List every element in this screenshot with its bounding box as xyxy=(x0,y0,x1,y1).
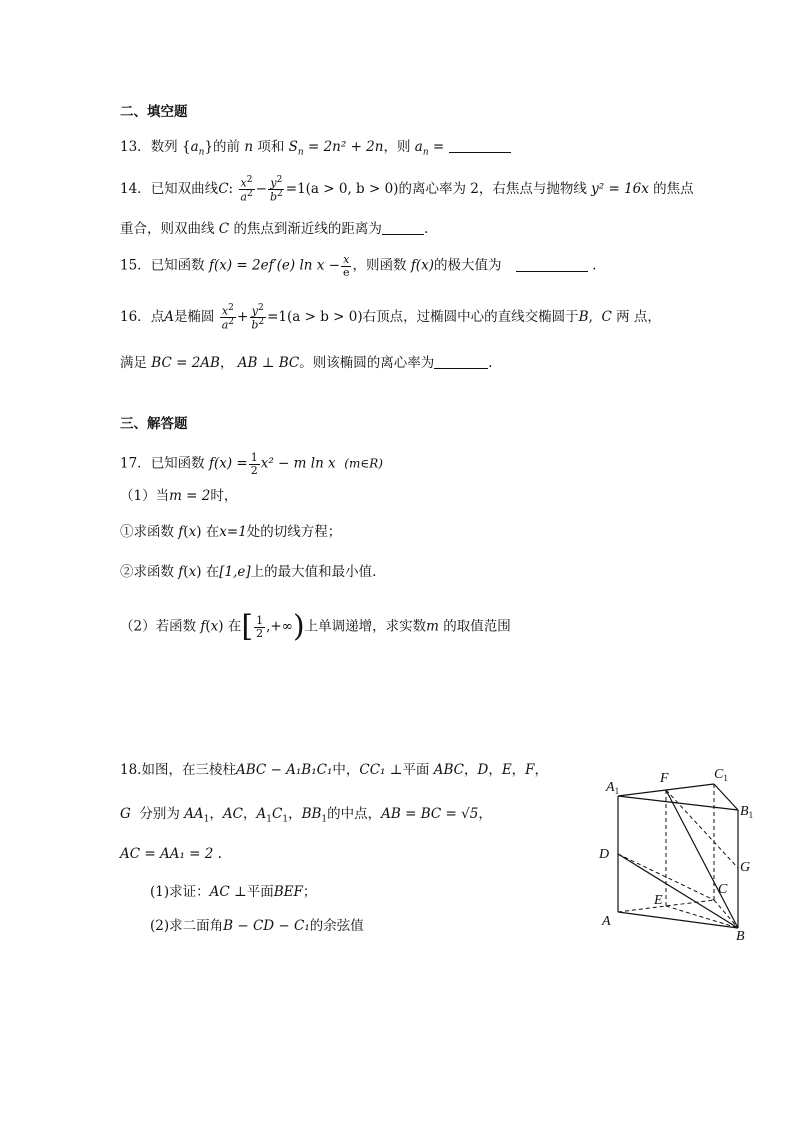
q13-seq: $\{a_n\}$ xyxy=(181,139,214,158)
label-a: A xyxy=(602,914,611,929)
hidden-segment-f-g xyxy=(666,790,738,868)
q17-sub-2: ②求函数 f(x) 在[1,e]上的最大值和最小值. xyxy=(120,564,377,580)
label-f: F xyxy=(660,771,669,786)
question-17: 17．已知函数 f(x) = $\frac{1}{2}$ x² − m ln x (m∈R) xyxy=(120,451,383,477)
q18-part-1: (1)求证：AC ⊥平面BEF； xyxy=(150,884,317,900)
label-b1: $B_1$ xyxy=(740,804,754,820)
question-14: 14．已知双曲线C: $\frac{x^2}{a^2}$ − $\frac{y^2}{b^2}$ =1(a > 0, b > 0)的离心率为 2，右焦点与抛物线 y² = 16x 的焦点 xyxy=(120,175,694,204)
label-d: D xyxy=(599,847,610,862)
question-18-line-3: AC = AA₁ = 2 . xyxy=(120,846,222,862)
q18-part-2: (2)求二面角B − CD − C₁的余弦值 xyxy=(150,918,364,934)
label-e: E xyxy=(654,893,663,908)
question-18-line-2: G 分别为 $AA_1$，AC，$A_1C_1$，$BB_1$的中点，AB = BC = √5， xyxy=(120,806,492,825)
question-16-line-2: 满足 BC = 2AB， AB ⊥ BC。则该椭圆的离心率为 . xyxy=(120,355,493,371)
edge-c1-b1 xyxy=(714,784,738,810)
prism-figure xyxy=(596,762,766,942)
q17-sub-1: ①求函数 f(x) 在x=1处的切线方程； xyxy=(120,524,342,540)
q15-answer-blank[interactable] xyxy=(516,259,588,272)
question-15: 15．已知函数 f(x) = 2ef′(e) ln x − $\frac{x}{e}$ ，则函数 f(x)的极大值为 . xyxy=(120,253,597,279)
q14-answer-blank[interactable] xyxy=(382,222,424,235)
label-c1: $C_1$ xyxy=(714,767,728,783)
q16-answer-blank[interactable] xyxy=(434,356,488,369)
q13-number: 13． xyxy=(120,139,151,155)
question-14-line-2: 重合，则双曲线 C 的焦点到渐近线的距离为 . xyxy=(120,221,429,237)
hidden-segment-e-b xyxy=(666,906,738,928)
label-b: B xyxy=(736,929,745,942)
section-title-solve: 三、解答题 xyxy=(120,416,188,432)
label-g: G xyxy=(740,860,751,875)
q13-formula: 2n² + 2n xyxy=(323,139,384,155)
label-a1: $A_1$ xyxy=(606,780,620,796)
question-18: 18.如图，在三棱柱ABC − A₁B₁C₁中，CC₁ ⊥平面 ABC，D，E，F， xyxy=(120,762,549,778)
edge-a-b xyxy=(618,912,738,928)
label-c: C xyxy=(718,882,728,897)
section-title-fill-blank: 二、填空题 xyxy=(120,104,188,120)
question-13: 13．数列 $\{a_n\}$的前 n 项和 $S_n = 2n^2 + 2n$，则 $a_n$ = xyxy=(120,140,511,158)
q17-part-1: （1）当m = 2时， xyxy=(120,488,238,504)
q13-answer-blank[interactable] xyxy=(449,140,511,153)
segment-f-b xyxy=(666,790,738,928)
q17-part-2: （2）若函数 f(x) 在[ $\frac{1}{2}$ ,+∞)上单调递增，求实数m 的取值范围 xyxy=(120,609,511,644)
question-16: 16．点A是椭圆 $\frac{x^2}{a^2}$ + $\frac{y^2}{b^2}$ =1(a > b > 0)右顶点，过椭圆中心的直线交椭圆于B, C 两 点， xyxy=(120,303,661,332)
